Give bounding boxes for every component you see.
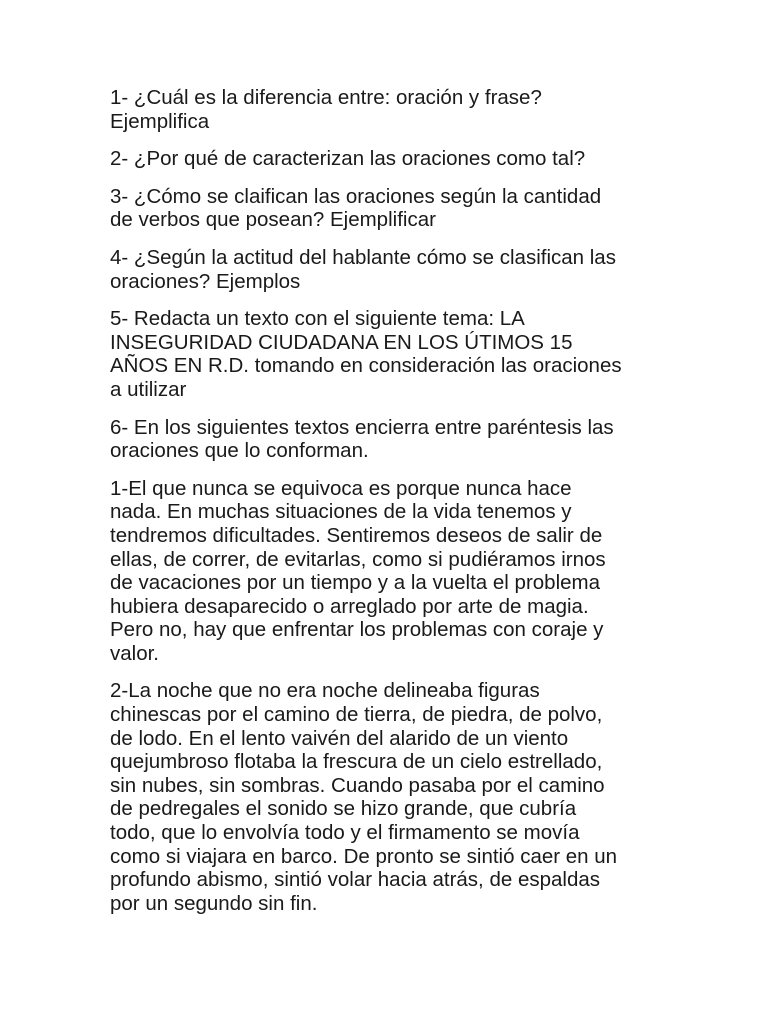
- question-2: 2- ¿Por qué de caracterizan las oraciones como tal?: [110, 147, 586, 171]
- question-4: 4- ¿Según la actitud del hablante cómo se clasifican las oraciones? Ejemplos: [110, 245, 616, 293]
- question-5: 5- Redacta un texto con el siguiente tema: LA INSEGURIDAD CIUDADANA EN LOS ÚTIMOS 15 AÑOS EN R.D. tomando en consideración las oraciones a utilizar: [110, 307, 622, 401]
- text-paragraph-2: 2-La noche que no era noche delineaba figuras chinescas por el camino de tierra, de piedra, de polvo, de lodo. En el lento vaivén del alarido de un viento quejumbroso flotaba la frescura de un cielo estrellado, sin nubes, sin sombras. Cuando pasaba por el camino de pedregales el sonido se hizo grande, que cubría todo, que lo envolvía todo y el firmamento se movía como si viajara en barco. De pronto se sintió caer en un profundo abismo, sintió volar hacia atrás, de espaldas por un segundo sin fin.: [110, 679, 618, 915]
- question-1: 1- ¿Cuál es la diferencia entre: oración y frase? Ejemplifica: [110, 86, 542, 133]
- text-paragraph-1: 1-El que nunca se equivoca es porque nunca hace nada. En muchas situaciones de la vida tenemos y tendremos dificultades. Sentiremos deseos de salir de ellas, de correr, de evitarlas, como si pudiéramos irnos de vacaciones por un tiempo y a la vuelta el problema hubiera desaparecido o arreglado por arte de magia. Pero no, hay que enfrentar los problemas con coraje y valor.: [110, 476, 606, 665]
- question-3: 3- ¿Cómo se claifican las oraciones según la cantidad de verbos que posean? Ejemplificar: [110, 184, 602, 232]
- document-page: [110, 86, 662, 929]
- question-6: 6- En los siguientes textos encierra entre paréntesis las oraciones que lo conforman.: [110, 415, 614, 463]
